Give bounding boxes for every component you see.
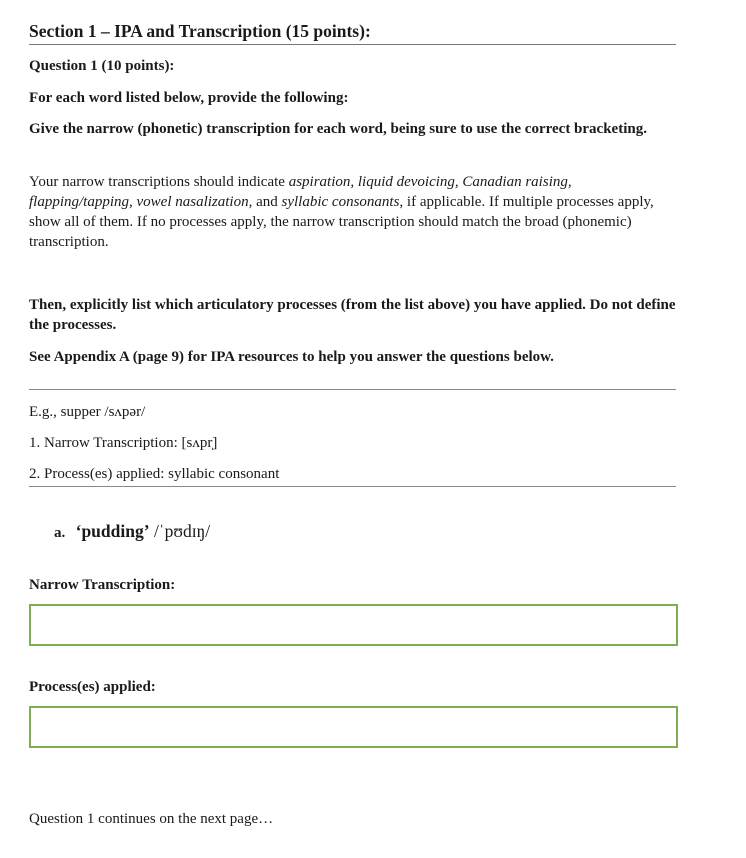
appendix-note: See Appendix A (page 9) for IPA resources to help you answer the questions below. bbox=[29, 349, 554, 365]
narrow-transcription-description bbox=[29, 172, 676, 252]
example-narrow-transcription: 1. Narrow Transcription: [sʌpr̩] bbox=[29, 435, 218, 451]
section-title: Section 1 – IPA and Transcription (15 points): bbox=[29, 20, 676, 45]
narrow-transcription-input[interactable] bbox=[29, 604, 678, 646]
processes-applied-input[interactable] bbox=[29, 706, 678, 748]
example-word: E.g., supper /sʌpər/ bbox=[29, 404, 146, 420]
description-post: if applicable. If multiple processes apply, show all of them. If no processes apply, the narrow transcription should match the broad (phonemic) transcription. bbox=[29, 194, 654, 250]
description-pre: Your narrow transcriptions should indicate bbox=[29, 174, 289, 190]
description-processes: aspiration, liquid devoicing, Canadian raising, flapping/tapping, vowel nasalization, bbox=[29, 174, 572, 210]
description-mid: and bbox=[252, 194, 282, 210]
item-a-word-text: ‘pudding’ bbox=[75, 521, 150, 541]
processes-applied-label: Process(es) applied: bbox=[29, 679, 156, 695]
example-top-rule bbox=[29, 389, 676, 390]
description-syllabic: syllabic consonants, bbox=[281, 194, 404, 210]
instruction-list-processes: Then, explicitly list which articulatory processes (from the list above) you have applied. Do not define the processes. bbox=[29, 297, 676, 333]
question-title: Question 1 (10 points): bbox=[29, 58, 175, 74]
question-intro: For each word listed below, provide the following: bbox=[29, 90, 349, 106]
item-a-word bbox=[54, 520, 210, 544]
instruction-narrow-transcription: Give the narrow (phonetic) transcription for each word, being sure to use the correct bracketing. bbox=[29, 121, 647, 137]
example-bottom-rule bbox=[29, 486, 676, 487]
item-a-phonemic: /ˈpʊdɪŋ/ bbox=[149, 521, 211, 541]
example-processes: 2. Process(es) applied: syllabic consonant bbox=[29, 466, 280, 482]
continues-note: Question 1 continues on the next page… bbox=[29, 811, 274, 827]
item-a-marker: a. bbox=[54, 525, 66, 541]
narrow-transcription-label: Narrow Transcription: bbox=[29, 577, 176, 593]
